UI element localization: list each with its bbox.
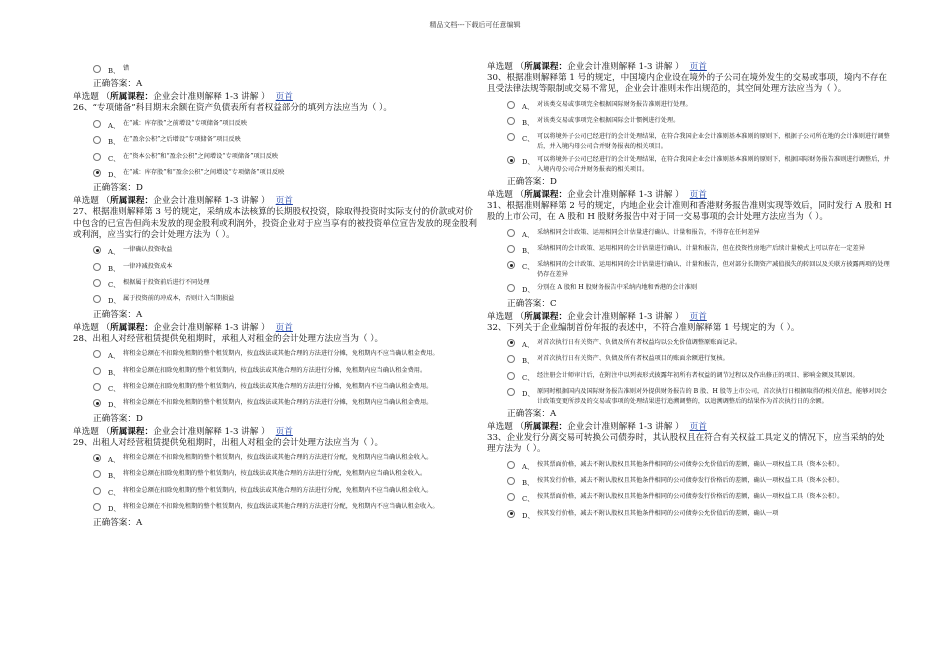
radio-button[interactable]	[507, 461, 515, 469]
question-stem: 26、“专项储备”科目期末余额在资产负债表所有者权益部分的填列方法应当为（ ）。	[73, 103, 392, 114]
answer-option[interactable]	[507, 228, 892, 240]
question-type: 单选题 （	[73, 426, 111, 437]
radio-button[interactable]	[93, 470, 101, 478]
top-link[interactable]: 页首	[275, 92, 293, 103]
correct-answer: 正确答案：D	[507, 177, 557, 188]
answer-option[interactable]	[507, 116, 892, 128]
option-text: 经注册会计师审计后，在附注中以列表形式披露年初所有者权益的调节过程以及作出修正的项目、影响金额及其原因。	[537, 371, 859, 379]
option-letter: A、	[522, 462, 534, 471]
top-link[interactable]: 页首	[689, 190, 707, 201]
answer-option[interactable]	[93, 502, 478, 514]
course-name: 企业会计准则解释 1-3 讲解 ）	[567, 311, 684, 322]
answer-option[interactable]	[93, 152, 478, 164]
radio-button[interactable]	[507, 339, 515, 347]
option-letter: B、	[108, 67, 120, 75]
option-text: 对首次执行日有关资产、负债及所有者权益项目的账面余额进行复核。	[537, 355, 729, 363]
radio-button[interactable]	[507, 133, 515, 141]
question-stem: 32、下列关于企业编制首份年报的表述中，不符合准则解释第 1 号规定的为（ ）。	[487, 322, 800, 333]
radio-button[interactable]	[507, 493, 515, 501]
option-text: 将租金总额在扣除免租期的整个租赁期内，按直线法或其他合理的方法进行分摊，免租期内应当确认租金费用。	[123, 366, 427, 374]
answer-option[interactable]	[507, 492, 892, 504]
question-type: 单选题 （	[73, 196, 111, 207]
question-type: 单选题 （	[487, 421, 525, 432]
radio-button[interactable]	[93, 399, 101, 407]
option-text: 按其发行价格，减去不附认股权且其他条件相同的公司债券发行价格后的差额，确认一项权益工具（资本公积）。	[537, 476, 844, 484]
question-type: 单选题 （	[487, 62, 525, 72]
course-name: 企业会计准则解释 1-3 讲解 ）	[153, 92, 270, 103]
correct-answer: 正确答案：A	[507, 408, 557, 419]
option-letter: D、	[522, 286, 535, 295]
right-column	[487, 60, 892, 524]
radio-button[interactable]	[93, 136, 101, 144]
question-type: 单选题 （	[487, 190, 525, 201]
course-label: 所属课程：	[110, 92, 154, 103]
top-link[interactable]: 页首	[275, 322, 293, 333]
radio-button[interactable]	[507, 261, 515, 269]
answer-option[interactable]	[93, 382, 478, 394]
option-letter: C、	[522, 135, 534, 144]
option-letter: B、	[522, 357, 534, 366]
answer-option[interactable]	[507, 100, 892, 112]
radio-button[interactable]	[507, 229, 515, 237]
radio-button[interactable]	[507, 117, 515, 125]
answer-option[interactable]	[507, 371, 892, 383]
answer-option[interactable]	[507, 387, 892, 406]
option-letter: A、	[108, 248, 120, 257]
option-letter: B、	[108, 138, 120, 147]
radio-button[interactable]	[507, 284, 515, 292]
option-letter: A、	[522, 102, 534, 111]
correct-answer: 正确答案：C	[507, 298, 557, 309]
radio-button[interactable]	[507, 101, 515, 109]
answer-option[interactable]	[93, 398, 478, 410]
radio-button[interactable]	[93, 454, 101, 462]
option-text: 将租金总额在扣除免租期的整个租赁期内，按直线法或其他合理的方法进行分摊，免租期内不应当确认租金费用。	[123, 382, 433, 390]
option-letter: A、	[522, 340, 534, 349]
option-letter: B、	[108, 368, 120, 377]
question-meta	[487, 421, 892, 433]
course-label: 所属课程：	[110, 196, 154, 207]
radio-button[interactable]	[93, 350, 101, 358]
option-letter: C、	[108, 488, 120, 497]
answer-option[interactable]	[507, 509, 892, 521]
option-letter: C、	[522, 263, 534, 272]
option-text: 将租金总额在扣除免租期的整个租赁期内，按直线法或其他合理的方法进行分配，免租期内应当确认租金收入。	[123, 470, 427, 478]
page-header: 精品文档---下载后可任意编辑	[429, 21, 521, 29]
option-letter: C、	[522, 373, 534, 382]
answer-option[interactable]	[507, 132, 892, 151]
course-label: 所属课程：	[524, 311, 568, 322]
option-letter: C、	[522, 495, 534, 504]
option-letter: C、	[108, 384, 120, 393]
top-link[interactable]: 页首	[275, 196, 293, 207]
radio-button[interactable]	[93, 279, 101, 287]
question-type: 单选题 （	[487, 311, 525, 322]
answer-option[interactable]	[93, 168, 478, 180]
option-text: 采纳相同会计政策、运用相同会计估量进行确认、计量和报告，不得存在任何差异	[537, 228, 760, 236]
question-meta	[73, 195, 478, 207]
answer-option[interactable]	[93, 469, 478, 481]
question-stem: 29、出租人对经营租赁提供免租期时，出租人对租金的会计处理方法应当为（ ）。	[73, 437, 384, 448]
option-text: 按其票面价格，减去不附认股权且其他条件相同的公司债券公允价值后的差额，确认一项权益工具（资本公积）。	[537, 460, 844, 468]
question-meta	[73, 322, 478, 334]
top-link[interactable]: 页首	[689, 421, 707, 432]
top-link[interactable]: 页首	[689, 62, 707, 72]
option-letter: B、	[108, 472, 120, 481]
option-letter: D、	[108, 401, 121, 410]
question-meta	[487, 311, 892, 323]
question-stem: 33、企业发行分离交易可转换公司债券时，其认股权且在符合有关权益工具定义的情况下，应当采纳的处理方法为（ ）。	[487, 432, 885, 455]
answer-option[interactable]	[93, 119, 478, 131]
radio-button[interactable]	[93, 120, 101, 128]
option-text: 在“减：库存股”和“盈余公积”之间增设“专项储备”项目反映	[123, 168, 285, 176]
option-text: 在“资本公积”和“盈余公积”之间增设“专项储备”项目反映	[123, 152, 279, 160]
option-letter: C、	[108, 281, 120, 290]
option-text: 将租金总额在不扣除免租期的整个租赁期内，按直线法或其他合理的方法进行分摊，免租期内不应当确认租金费用。	[123, 350, 439, 358]
option-letter: A、	[522, 230, 534, 239]
question-meta	[487, 61, 892, 73]
answer-option[interactable]	[507, 283, 892, 295]
option-letter: D、	[108, 505, 121, 514]
answer-option[interactable]	[507, 354, 892, 366]
option-letter: A、	[108, 456, 120, 465]
option-text: 采纳相同的会计政策、运用相同的会计估量进行确认、计量和报告，但在投资性房地产后续计量模式上可以存在一定差异	[537, 245, 865, 253]
radio-button[interactable]	[507, 477, 515, 485]
question-stem: 28、出租人对经营租赁提供免租期时，承租人对租金的会计处理方法应当为（ ）。	[73, 333, 384, 344]
option-text: 可以将境外子公司已经进行的会计处理结果，在符合我国企业会计准则基本准则的原则下，根据子公司所在地的会计准则进行调整后，并入境内母公司合并财务报表的相关项目。	[537, 133, 890, 150]
course-label: 所属课程：	[524, 190, 568, 201]
question-type: 单选题 （	[73, 92, 111, 103]
radio-button[interactable]	[93, 246, 101, 254]
question-meta	[73, 426, 478, 438]
option-text: 对该类交易或事项完全根据国际财务报告准则进行处理。	[537, 100, 692, 108]
course-label: 所属课程：	[110, 322, 154, 333]
radio-button[interactable]	[93, 169, 101, 177]
option-text: 将租金总额在不扣除免租期的整个租赁期内，按直线法或其他合理的方法进行分配，免租期内不应当确认租金收入。	[123, 503, 439, 511]
option-letter: B、	[108, 264, 120, 273]
course-name: 企业会计准则解释 1-3 讲解 ）	[153, 426, 270, 437]
option-text: 错	[123, 65, 130, 72]
question-stem: 27、根据准则解释第 3 号的规定，采纳成本法核算的长期股权投资，除取得投资时实际支付的价款或对价中包含的已宣告但尚未发放的现金股利或利润外，投资企业对于应当享有的被投资单位宣告发放的现金股利或利润，应当实行的会计处理方法为（ ）。	[73, 207, 477, 240]
option-letter: D、	[108, 297, 121, 306]
radio-button[interactable]	[93, 65, 101, 73]
option-text: 属于投资前的冲成本，否则计入当期损益	[123, 295, 235, 303]
radio-button[interactable]	[507, 245, 515, 253]
radio-button[interactable]	[93, 153, 101, 161]
correct-answer: 正确答案：A	[93, 79, 143, 90]
question-type: 单选题 （	[73, 322, 111, 333]
radio-button[interactable]	[93, 503, 101, 511]
option-letter: B、	[522, 119, 534, 127]
option-text: 按其票面价格，减去不附认股权且其他条件相同的公司债券发行价格后的差额，确认一项权益工具（资本公积）。	[537, 493, 844, 501]
option-text: 分别在 A 股和 H 股财务报告中采纳内地和香港的会计准则	[537, 284, 698, 292]
course-name: 企业会计准则解释 1-3 讲解 ）	[567, 62, 684, 72]
course-label: 所属课程：	[110, 426, 154, 437]
left-column	[73, 60, 478, 530]
option-text: 按其发行价格，减去不附认股权且其他条件相同的公司债券公允价值后的差额，确认一项	[537, 509, 779, 517]
option-text: 原同时根据国内及国际财务报告准则对外提供财务报告的 B 股、H 股等上市公司，首次执行日根据取得的相关信息，能够对因会计政策变更所涉及的交易或事项的处理结果进行追溯调整的，以追溯调整后的结果作为首次执行日的余额。	[537, 388, 887, 405]
option-text: 一律冲减投资成本	[123, 262, 173, 270]
option-letter: D、	[522, 158, 535, 167]
question-meta	[73, 91, 478, 103]
option-text: 在“减：库存股”之前增设“专项储备”项目反映	[123, 119, 248, 127]
question-stem: 30、根据准则解释第 1 号的规定，中国境内企业设在境外的子公司在境外发生的交易或事项，境内不存在且受法律法规等限制或交易不常见，企业会计准则未作出规范的，其空间处理方法应当为（ ）。	[487, 73, 887, 95]
radio-button[interactable]	[507, 372, 515, 380]
radio-button[interactable]	[93, 367, 101, 375]
option-text: 根据属于投资前后进行不同处理	[123, 279, 210, 287]
option-text: 一律确认投资收益	[123, 246, 173, 254]
course-label: 所属课程：	[524, 62, 568, 72]
top-link[interactable]: 页首	[275, 426, 293, 437]
radio-button[interactable]	[93, 263, 101, 271]
option-letter: A、	[108, 352, 120, 361]
answer-option[interactable]	[93, 453, 478, 465]
top-link[interactable]: 页首	[689, 311, 707, 322]
option-text: 将租金总额在不扣除免租期的整个租赁期内，按直线法或其他合理的方法进行分配，免租期内应当确认租金收入。	[123, 454, 433, 462]
answer-option[interactable]	[93, 366, 478, 378]
correct-answer: 正确答案：D	[93, 183, 143, 194]
option-letter: C、	[108, 154, 120, 163]
course-name: 企业会计准则解释 1-3 讲解 ）	[567, 190, 684, 201]
option-text: 可以将境外子公司已经进行的会计处理结果，在符合我国企业会计准则基本准则的原则下，根据国际财务报告准则进行调整后，并入境内母公司合并财务报表的相关项目。	[537, 156, 890, 173]
answer-option[interactable]	[93, 262, 478, 274]
question-stem: 31、根据准则解释第 2 号的规定，内地企业会计准则和香港财务报告准则实现等效后，同时发行 A 股和 H 股的上市公司，在 A 股和 H 股财务报告中对于同一交易事项的会计处理方法应当为（ ）。	[487, 201, 892, 223]
answer-option[interactable]	[93, 64, 478, 76]
answer-option[interactable]	[507, 155, 892, 174]
course-label: 所属课程：	[524, 421, 568, 432]
radio-button[interactable]	[507, 156, 515, 164]
option-text: 将租金总额在不扣除免租期的整个租赁期内，按直线法或其他合理的方法进行分摊，免租期内应当确认租金费用。	[123, 399, 433, 407]
answer-option[interactable]	[507, 338, 892, 350]
correct-answer: 正确答案：A	[93, 309, 143, 320]
answer-option[interactable]	[93, 349, 478, 361]
option-text: 对首次执行日有关资产、负债及所有者权益均以公允价值调整原账面记录。	[537, 338, 742, 346]
course-name: 企业会计准则解释 1-3 讲解 ）	[153, 196, 270, 207]
answer-option[interactable]	[507, 244, 892, 256]
course-name: 企业会计准则解释 1-3 讲解 ）	[567, 421, 684, 432]
correct-answer: 正确答案：A	[93, 517, 143, 528]
answer-option[interactable]	[93, 486, 478, 498]
radio-button[interactable]	[507, 388, 515, 396]
question-meta	[487, 189, 892, 201]
answer-option[interactable]	[507, 476, 892, 488]
option-text: 将租金总额在扣除免租期的整个租赁期内，按直线法或其他合理的方法进行分配，免租期内不应当确认租金收入。	[123, 486, 433, 494]
option-text: 采纳相同的会计政策、运用相同的会计估量进行确认、计量和报告，但对部分长期资产减值损失的转回以及关联方披露两项的处理仍存在差异	[537, 261, 890, 278]
course-name: 企业会计准则解释 1-3 讲解 ）	[153, 322, 270, 333]
answer-option[interactable]	[93, 245, 478, 257]
answer-option[interactable]	[507, 260, 892, 279]
option-letter: D、	[522, 511, 535, 520]
option-letter: B、	[522, 478, 534, 487]
answer-option[interactable]	[93, 294, 478, 306]
radio-button[interactable]	[93, 295, 101, 303]
option-letter: D、	[522, 390, 535, 399]
radio-button[interactable]	[93, 487, 101, 495]
correct-answer: 正确答案：D	[93, 413, 143, 424]
option-text: 在“盈余公积”之后增设“专项储备”项目反映	[123, 136, 241, 144]
radio-button[interactable]	[507, 510, 515, 518]
answer-option[interactable]	[507, 460, 892, 472]
answer-option[interactable]	[93, 278, 478, 290]
option-text: 对该类交易或事项完全根据国际会计惯例进行处理。	[537, 117, 680, 124]
option-letter: B、	[522, 247, 534, 256]
option-letter: A、	[108, 121, 120, 130]
radio-button[interactable]	[507, 355, 515, 363]
radio-button[interactable]	[93, 383, 101, 391]
option-letter: D、	[108, 170, 121, 179]
answer-option[interactable]	[93, 135, 478, 147]
